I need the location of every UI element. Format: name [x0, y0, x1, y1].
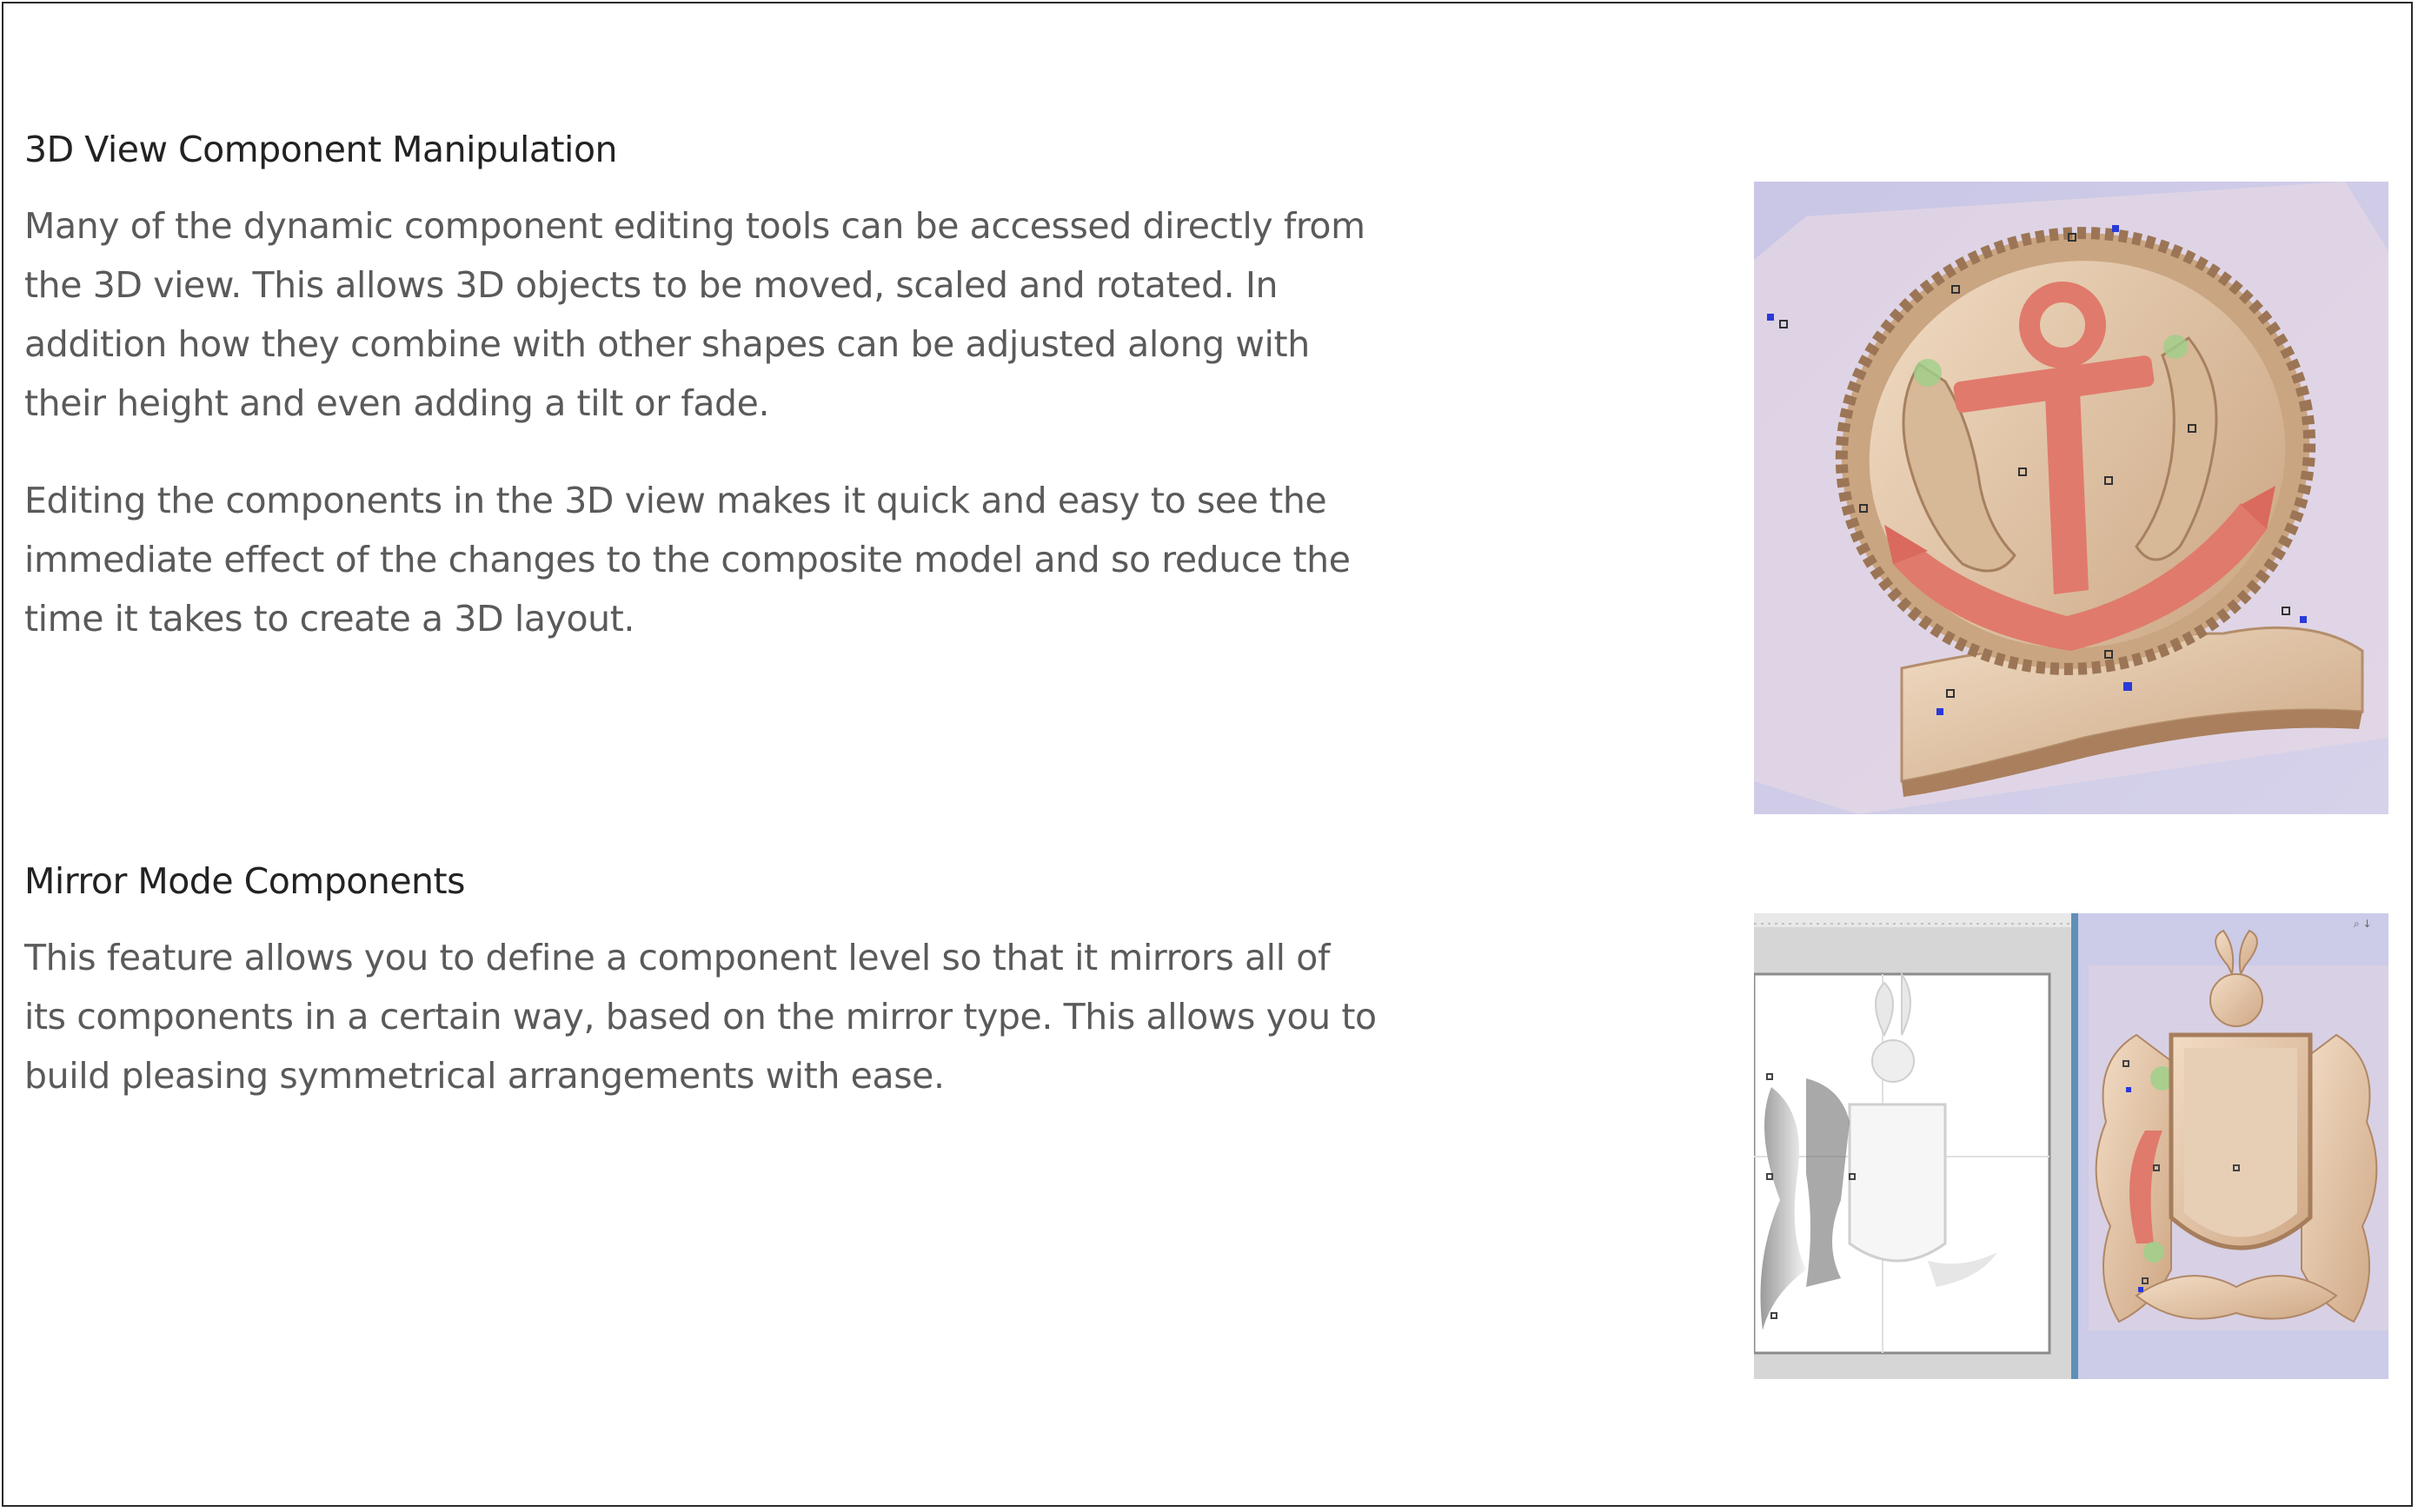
anchor-seahorse-carving-icon	[1754, 182, 2388, 814]
section-3d-view-manipulation	[24, 129, 1380, 686]
section-title: Mirror Mode Components	[24, 860, 465, 902]
section-paragraph: Editing the components in the 3D view makes it quick and easy to see the immediate effect of the changes to the composite model and so reduce the time it takes to create a 3D layout.	[24, 480, 1351, 640]
section-paragraph: This feature allows you to define a component level so that it mirrors all of its components in a certain way, based on the mirror type. This allows you to build pleasing symmetrical arrangements with ease.	[24, 937, 1377, 1097]
mirror-shield-image	[1754, 913, 2388, 1379]
anchor-carving-image	[1754, 182, 2388, 814]
svg-text:⌕ ↓: ⌕ ↓	[2354, 918, 2372, 930]
section-mirror-mode	[24, 860, 1380, 1144]
section-title: 3D View Component Manipulation	[24, 129, 618, 170]
section-paragraph: Many of the dynamic component editing tools can be accessed directly from the 3D view. This allows 3D objects to be moved, scaled and rotated. In addition how they combine with other shapes can be adjusted along with their height and even adding a tilt or fade.	[24, 205, 1365, 424]
mirrored-shield-carving-icon	[1754, 913, 2388, 1379]
